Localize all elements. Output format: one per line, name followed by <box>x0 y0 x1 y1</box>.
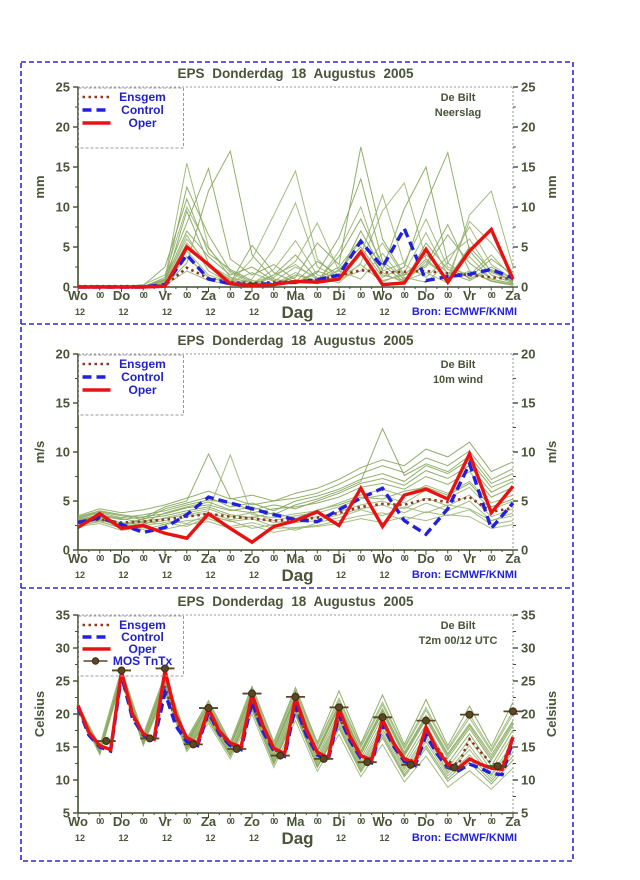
day-label: Di <box>332 288 346 303</box>
mos-point <box>103 738 110 745</box>
unit-label-left: m/s <box>32 440 47 464</box>
hour-12-label: 12 <box>205 833 216 843</box>
day-label: Wo <box>372 288 393 303</box>
panel-1 <box>32 66 559 322</box>
hour-00-label: 00 <box>400 817 408 826</box>
legend-item-label: Oper <box>128 383 157 397</box>
hour-12-label: 12 <box>379 307 390 317</box>
y-tick-label-left: 5 <box>62 805 70 821</box>
unit-label-right: mm <box>544 175 559 199</box>
day-label: Do <box>417 551 435 566</box>
unit-label-right: m/s <box>544 440 559 464</box>
hour-00-label: 00 <box>139 554 147 563</box>
day-label: Zo <box>244 814 260 829</box>
hour-12-label: 12 <box>161 570 173 580</box>
hour-12-label: 12 <box>161 307 173 317</box>
day-label: Ma <box>286 814 305 829</box>
hour-00-label: 00 <box>96 817 104 826</box>
station-name: De Bilt <box>440 620 476 632</box>
day-label: Di <box>332 551 346 566</box>
hour-00-label: 00 <box>487 291 495 300</box>
y-tick-label-right: 15 <box>521 739 536 755</box>
legend-mos-point <box>92 658 98 664</box>
hour-00-label: 00 <box>139 817 147 826</box>
hour-12-label: 12 <box>248 570 260 580</box>
hour-12-label: 12 <box>74 833 86 843</box>
hour-00-label: 00 <box>400 291 408 300</box>
hour-00-label: 00 <box>226 817 234 826</box>
panel-2 <box>32 333 559 585</box>
y-tick-label-left: 15 <box>55 395 70 411</box>
y-tick-label-left: 0 <box>62 542 70 558</box>
mos-point <box>466 711 473 718</box>
day-label: Vr <box>158 551 172 566</box>
source-label: Bron: ECMWF/KNMI <box>411 832 517 844</box>
y-tick-label-right: 35 <box>521 607 536 623</box>
hour-00-label: 00 <box>139 291 147 300</box>
y-tick-label-right: 0 <box>521 279 529 295</box>
y-tick-label-right: 0 <box>521 542 529 558</box>
day-label: Do <box>417 814 435 829</box>
hour-00-label: 00 <box>357 291 365 300</box>
day-label: Zo <box>244 288 260 303</box>
y-tick-label-left: 10 <box>55 772 70 788</box>
y-tick-label-left: 35 <box>55 607 70 623</box>
y-tick-label-right: 5 <box>521 493 529 509</box>
y-tick-label-left: 25 <box>55 79 70 95</box>
mos-point <box>320 755 327 762</box>
day-label: Vr <box>158 814 172 829</box>
hour-00-label: 00 <box>444 817 452 826</box>
hour-00-label: 00 <box>270 291 278 300</box>
hour-00-label: 00 <box>96 554 104 563</box>
hour-00-label: 00 <box>444 291 452 300</box>
hour-00-label: 00 <box>487 554 495 563</box>
y-tick-label-left: 20 <box>55 119 70 135</box>
legend-item-label: Control <box>121 103 164 117</box>
mos-point <box>146 735 153 742</box>
y-tick-label-left: 0 <box>62 279 70 295</box>
panel-title: EPS Donderdag 18 Augustus 2005 <box>177 66 414 81</box>
y-tick-label-right: 5 <box>521 239 529 255</box>
y-tick-label-right: 20 <box>521 346 536 362</box>
mos-point <box>249 690 256 697</box>
legend-item-label: MOS TnTx <box>112 654 173 668</box>
hour-12-label: 12 <box>161 833 173 843</box>
hour-12-label: 12 <box>335 570 347 580</box>
day-label: Wo <box>68 551 88 566</box>
hour-00-label: 00 <box>270 554 278 563</box>
hour-00-label: 00 <box>96 291 104 300</box>
unit-label-left: mm <box>32 175 47 199</box>
legend-item-label: Ensgem <box>119 618 166 632</box>
y-tick-label-right: 20 <box>521 119 536 135</box>
source-label: Bron: ECMWF/KNMI <box>411 306 517 318</box>
y-tick-label-right: 25 <box>521 79 536 95</box>
day-label: Za <box>200 814 217 829</box>
legend-item-label: Control <box>121 370 164 384</box>
mos-point <box>423 717 430 724</box>
day-label: Do <box>112 288 131 303</box>
hour-12-label: 12 <box>118 833 129 843</box>
hour-00-label: 00 <box>357 554 365 563</box>
station-name: De Bilt <box>440 359 476 371</box>
day-label: Do <box>417 288 435 303</box>
hour-12-label: 12 <box>335 833 347 843</box>
y-tick-label-left: 25 <box>55 673 70 689</box>
hour-00-label: 00 <box>183 554 191 563</box>
dag-label: Dag <box>281 829 314 848</box>
legend-item-label: Oper <box>128 116 157 130</box>
hour-00-label: 00 <box>226 554 234 563</box>
hour-12-label: 12 <box>205 307 216 317</box>
mos-point <box>364 759 371 766</box>
mos-point <box>510 708 517 715</box>
y-tick-label-left: 30 <box>55 640 70 656</box>
mos-point <box>494 763 501 770</box>
y-tick-label-right: 25 <box>521 673 536 689</box>
y-tick-label-right: 20 <box>521 706 536 722</box>
day-label: Wo <box>372 814 393 829</box>
hour-12-label: 12 <box>379 833 390 843</box>
station-variable: Neerslag <box>434 107 482 119</box>
y-tick-label-left: 15 <box>55 739 70 755</box>
hour-12-label: 12 <box>205 570 216 580</box>
day-label: Wo <box>68 288 88 303</box>
unit-label-left: Celsius <box>32 690 47 738</box>
y-tick-label-right: 30 <box>521 640 536 656</box>
dag-label: Dag <box>281 303 314 322</box>
y-tick-label-right: 10 <box>521 444 536 460</box>
mos-point <box>379 714 386 721</box>
hour-00-label: 00 <box>487 817 495 826</box>
day-label: Ma <box>286 288 305 303</box>
mos-point <box>190 741 197 748</box>
legend-item-label: Ensgem <box>119 90 166 104</box>
hour-00-label: 00 <box>183 817 191 826</box>
day-label: Vr <box>462 288 477 303</box>
ensemble-member-line <box>78 179 513 287</box>
y-tick-label-left: 10 <box>55 444 70 460</box>
day-label: Ma <box>286 551 305 566</box>
legend-item-label: Oper <box>128 642 157 656</box>
station-variable: 10m wind <box>432 374 484 386</box>
y-tick-label-right: 15 <box>521 159 536 175</box>
hour-12-label: 12 <box>248 833 260 843</box>
panel-title: EPS Donderdag 18 Augustus 2005 <box>177 594 414 609</box>
day-label: Zo <box>244 551 260 566</box>
legend-item-label: Control <box>121 630 164 644</box>
hour-00-label: 00 <box>400 554 408 563</box>
station-variable: T2m 00/12 UTC <box>418 635 498 647</box>
hour-12-label: 12 <box>335 307 347 317</box>
panel-title: EPS Donderdag 18 Augustus 2005 <box>177 333 414 348</box>
mos-point <box>233 745 240 752</box>
hour-12-label: 12 <box>379 570 390 580</box>
day-label: Vr <box>462 814 477 829</box>
hour-12-label: 12 <box>118 570 129 580</box>
day-label: Do <box>112 551 131 566</box>
mos-point <box>292 693 299 700</box>
hour-00-label: 00 <box>444 554 452 563</box>
y-tick-label-right: 10 <box>521 199 536 215</box>
y-tick-label-left: 15 <box>55 159 70 175</box>
day-label: Di <box>332 814 346 829</box>
day-label: Wo <box>372 551 393 566</box>
hour-12-label: 12 <box>74 570 86 580</box>
hour-00-label: 00 <box>357 817 365 826</box>
mos-point <box>407 761 414 768</box>
day-label: Za <box>505 288 521 303</box>
y-tick-label-right: 10 <box>521 772 536 788</box>
y-tick-label-left: 10 <box>55 199 70 215</box>
hour-12-label: 12 <box>118 307 129 317</box>
y-tick-label-right: 15 <box>521 395 536 411</box>
hour-00-label: 00 <box>226 291 234 300</box>
y-tick-label-left: 20 <box>55 706 70 722</box>
day-label: Wo <box>68 814 88 829</box>
y-tick-label-right: 5 <box>521 805 529 821</box>
day-label: Za <box>505 814 521 829</box>
y-tick-label-left: 5 <box>62 239 70 255</box>
ensemble-member-line <box>78 483 513 524</box>
hour-00-label: 00 <box>313 554 321 563</box>
unit-label-right: Celsius <box>544 690 559 738</box>
legend-item-label: Ensgem <box>119 357 166 371</box>
dag-label: Dag <box>281 566 314 585</box>
day-label: Za <box>505 551 521 566</box>
day-label: Do <box>112 814 131 829</box>
hour-00-label: 00 <box>270 817 278 826</box>
day-label: Za <box>200 551 217 566</box>
station-name: De Bilt <box>440 92 476 104</box>
panel-3 <box>32 594 559 848</box>
hour-00-label: 00 <box>313 291 321 300</box>
y-tick-label-left: 5 <box>62 493 70 509</box>
mos-point <box>451 764 458 771</box>
day-label: Vr <box>158 288 172 303</box>
day-label: Za <box>200 288 217 303</box>
control-line <box>78 229 513 287</box>
y-tick-label-left: 20 <box>55 346 70 362</box>
mos-point <box>277 752 284 759</box>
source-label: Bron: ECMWF/KNMI <box>411 569 517 581</box>
day-label: Vr <box>462 551 477 566</box>
hour-12-label: 12 <box>74 307 86 317</box>
hour-12-label: 12 <box>248 307 260 317</box>
mos-point <box>205 705 212 712</box>
hour-00-label: 00 <box>313 817 321 826</box>
hour-00-label: 00 <box>183 291 191 300</box>
mos-point <box>336 704 343 711</box>
